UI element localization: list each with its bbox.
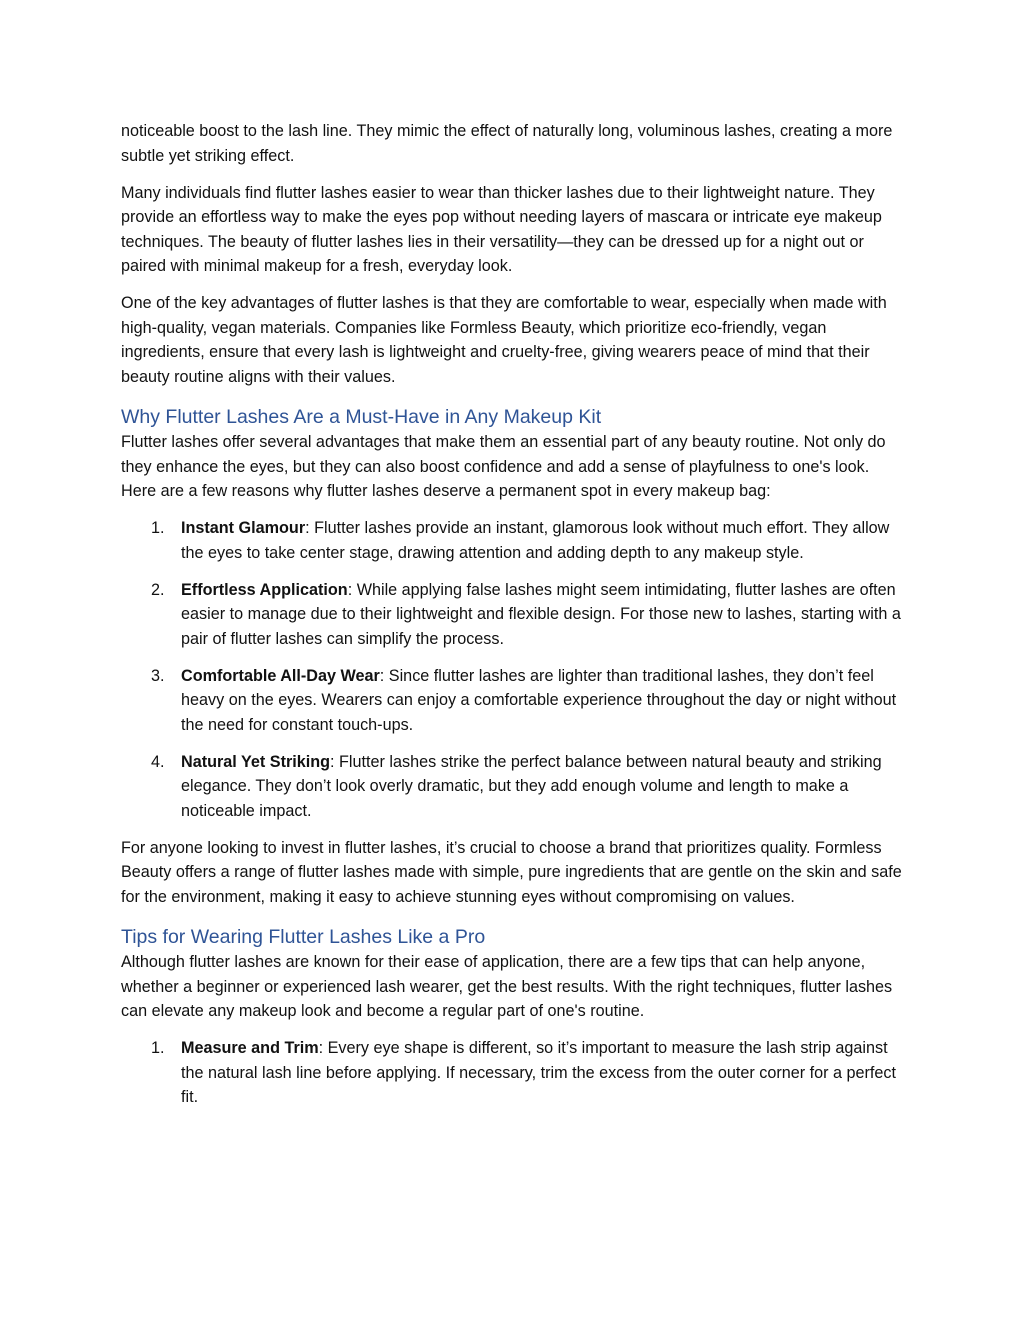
list-item-title: Instant Glamour <box>181 519 306 537</box>
paragraph-key-advantages: One of the key advantages of flutter lashes is that they are comfortable to wear, especially when made with high-quality, vegan materials. Companies like Formless Beauty, which prioritize eco-friendly, vegan ingredients, ensure that every lash is lightweight and cruelty-free, giving wearers peace of mind that their beauty routine aligns with their values. <box>121 294 887 386</box>
list-item-title: Comfortable All-Day Wear <box>181 666 380 685</box>
list-item-text: : While applying false lashes might seem intimidating, flutter lashes are often easier to manage due to their lightweight and flexible design. For those new to lashes, starting with a pair of flutter lashes can simplify the process. <box>181 580 901 648</box>
list-item-text: : Flutter lashes strike the perfect balance between natural beauty and striking elegance. They don’t look overly dramatic, but they add enough volume and length to make a noticeable impact. <box>181 752 882 820</box>
section-outro-must-have: For anyone looking to invest in flutter lashes, it’s crucial to choose a brand that prioritizes quality. Formless Beauty offers a range of flutter lashes made with simple, pure ingredients that are gentle on the skin and safe for the environment, making it easy to achieve stunning eyes without compromising on values. <box>121 838 902 906</box>
section-intro-must-have: Flutter lashes offer several advantages that make them an essential part of any beauty routine. Not only do they enhance the eyes, but they can also boost confidence and add a sense of playfulness to one's look. Here are a few reasons why flutter lashes deserve a permanent spot in every makeup bag: <box>121 433 886 500</box>
section-intro-tips: Although flutter lashes are known for their ease of application, there are a few tips that can help anyone, whether a beginner or experienced lash wearer, get the best results. With the right techniques, flutter lashes can elevate any makeup look and become a regular part of one's routine. <box>121 953 893 1020</box>
section-heading-tips: Tips for Wearing Flutter Lashes Like a Pro <box>121 926 486 948</box>
list-item-text: : Every eye shape is different, so it’s important to measure the lash strip against the natural lash line before applying. If necessary, trim the excess from the outer corner for a perfect fit. <box>181 1039 896 1106</box>
list-item <box>121 750 906 824</box>
list-item-number: 2. <box>151 580 165 599</box>
list-item-number: 1. <box>151 1039 165 1057</box>
list-item-number: 3. <box>151 666 165 685</box>
paragraph-easier-to-wear: Many individuals find flutter lashes easier to wear than thicker lashes due to their lightweight nature. They provide an effortless way to make the eyes pop without needing layers of mascara or intricate eye makeup techniques. The beauty of flutter lashes lies in their versatility—they can be dressed up for a night out or paired with minimal makeup for a fresh, everyday look. <box>121 183 882 275</box>
list-item <box>121 578 906 652</box>
list-item <box>121 664 906 738</box>
list-item-title: Effortless Application <box>181 580 348 599</box>
section-heading-must-have: Why Flutter Lashes Are a Must-Have in Any Makeup Kit <box>121 406 602 428</box>
reasons-list <box>121 516 906 823</box>
list-item-title: Measure and Trim <box>181 1039 319 1057</box>
list-item-text: : Since flutter lashes are lighter than traditional lashes, they don’t feel heavy on the eyes. Wearers can enjoy a comfortable experience throughout the day or night without the need for constant touch-ups. <box>181 666 897 734</box>
list-item-title: Natural Yet Striking <box>181 752 331 771</box>
list-item <box>121 516 906 565</box>
list-item <box>121 1036 906 1110</box>
paragraph-lash-boost: noticeable boost to the lash line. They mimic the effect of naturally long, voluminous lashes, creating a more subtle yet striking effect. <box>121 122 893 165</box>
document-page <box>121 119 906 1122</box>
tips-list <box>121 1036 906 1110</box>
list-item-number: 4. <box>151 752 165 771</box>
list-item-text: : Flutter lashes provide an instant, glamorous look without much effort. They allow the eyes to take center stage, drawing attention and adding depth to any makeup style. <box>181 519 890 562</box>
list-item-number: 1. <box>151 519 165 537</box>
